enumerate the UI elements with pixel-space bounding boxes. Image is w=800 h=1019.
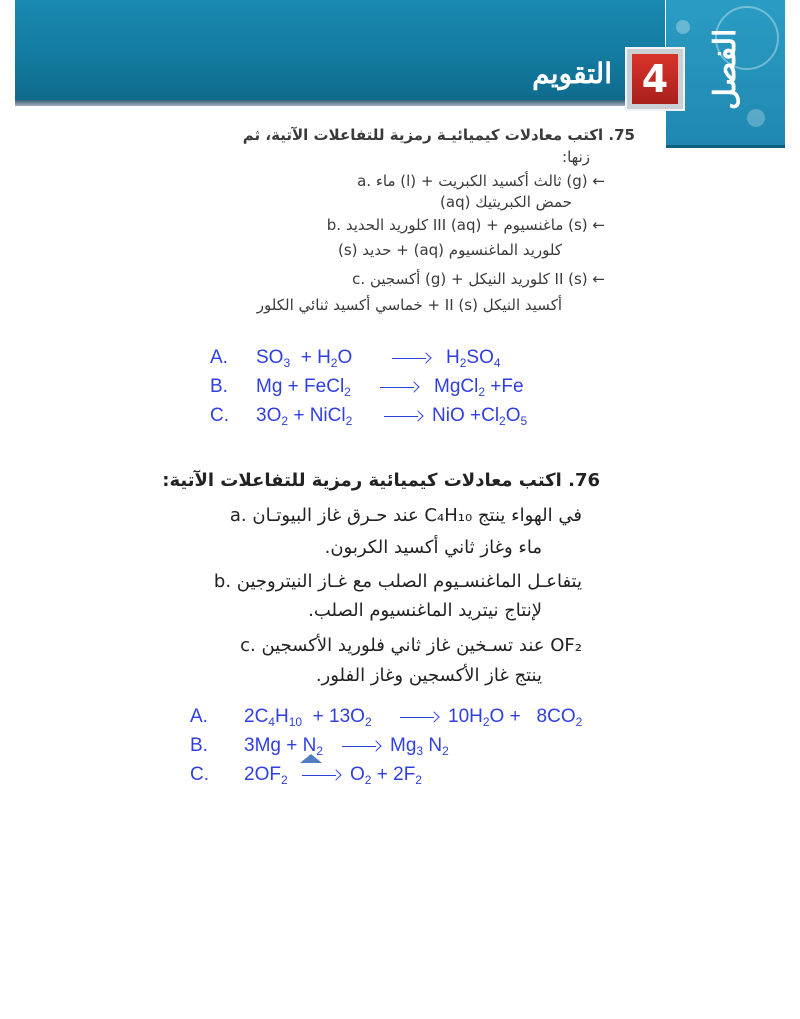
reaction-arrow-icon: [400, 712, 438, 722]
insertion-caret-icon: [300, 754, 322, 763]
q75-prompt-line1: 75. اكتب معادلات كيميائيـة رمزية للتفاعلات الآتية، ثم: [242, 126, 635, 144]
q76-item-b-line2: لإنتاج نيتريد الماغنسيوم الصلب.: [308, 600, 542, 621]
q76-item-c-line1: c. عند تسـخين غاز ثاني فلوريد الأكسجين OF₂: [240, 635, 582, 656]
chapter-label: الفصل: [708, 28, 743, 110]
q75-item-c-line2: أكسيد النيكل II (s) + خماسي أكسيد ثنائي الكلور: [256, 296, 562, 314]
q75-item-c-line1: c. أكسجين (g) + كلوريد النيكل II (s) ←: [352, 270, 605, 288]
q75-prompt-line2: زنها:: [562, 148, 590, 166]
answer-label: C.: [210, 405, 229, 426]
q76-prompt: 76. اكتب معادلات كيميائية رمزية للتفاعلات الآتية:: [162, 470, 600, 491]
atom-decoration-icon: [676, 20, 690, 34]
atom-decoration-icon: [747, 109, 765, 127]
chapter-number-box: [625, 47, 685, 111]
reaction-arrow-icon: [380, 382, 418, 392]
chapter-number: 4: [632, 54, 678, 104]
banner-shadow: [15, 100, 665, 106]
section-title: التقويم: [532, 57, 612, 90]
answer-76-b: B. $3Mg + N_2$ $Mg_3$ $N_2$: [190, 735, 449, 758]
reaction-arrow-icon: [384, 411, 422, 421]
answer-76-a: A. $2C_4H_{10} + 13O_2$ $10H_2O + 8CO_2$: [190, 706, 583, 729]
q76-item-c-line2: ينتج غاز الأكسجين وغاز الفلور.: [315, 665, 542, 686]
q76-item-a-line2: ماء وغاز ثاني أكسيد الكربون.: [324, 537, 542, 558]
q76-item-a-line1: a. عند حـرق غاز البيوتـان C₄H₁₀ في الهواء ينتج: [229, 505, 582, 526]
q75-item-a-line2: حمض الكبريتيك (aq): [440, 193, 572, 211]
q76-item-b-line1: b. يتفاعـل الماغنسـيوم الصلب مع غـاز النيتروجين: [213, 571, 582, 592]
answer-label: B.: [210, 376, 228, 397]
answer-75-a: A. $SO_3 + H_2O$ $H_2SO_4$: [210, 347, 501, 370]
reaction-arrow-icon: [302, 770, 340, 780]
answer-label: C.: [190, 764, 209, 785]
answer-75-c: C. $3O_2$ + NiCl$_2$ NiO $+Cl_2O_5$: [210, 405, 528, 428]
answer-label: B.: [190, 735, 208, 756]
q75-item-a-line1: a. ماء (l) + ثالث أكسيد الكبريت (g) ←: [357, 172, 605, 190]
answer-label: A.: [190, 706, 208, 727]
reaction-arrow-icon: [392, 353, 430, 363]
q75-item-b-line1: b. كلوريد الحديد III (aq) + ماغنسيوم (s) ←: [326, 216, 605, 234]
answer-label: A.: [210, 347, 228, 368]
answer-76-c: C. $2OF_2$ $O_2 + 2F_2$: [190, 764, 422, 787]
q75-item-b-line2: كلوريد الماغنسيوم (aq) + حديد (s): [337, 241, 562, 259]
answer-75-b: B. Mg + FeCl$_2$ MgCl$_2$ +Fe: [210, 376, 524, 399]
reaction-arrow-icon: [342, 741, 380, 751]
